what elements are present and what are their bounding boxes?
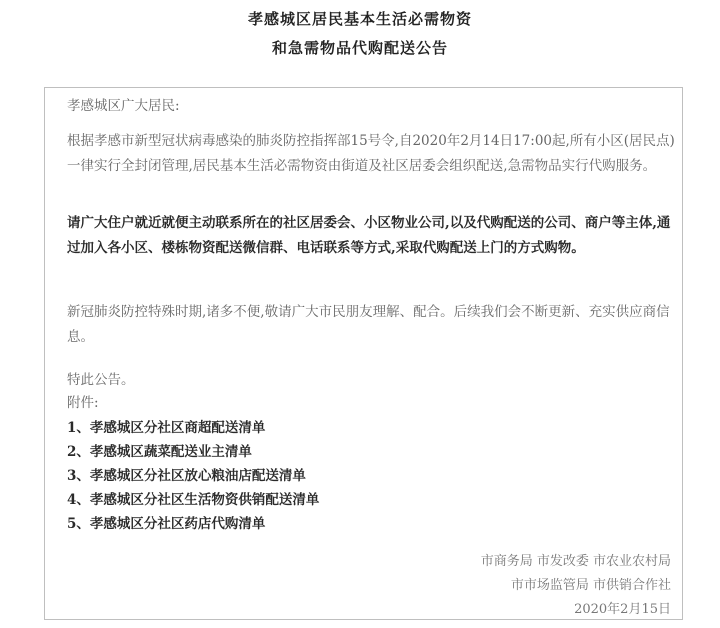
salutation: 孝感城区广大居民: <box>67 98 180 114</box>
attachment-item: 3、孝感城区分社区放心粮油店配送清单 <box>67 468 306 484</box>
title-line-2: 和急需物品代购配送公告 <box>271 39 448 57</box>
issue-date: 2020年2月15日 <box>574 602 671 617</box>
closing: 特此公告。 <box>67 372 135 388</box>
paragraph-3: 新冠肺炎防控特殊时期,诸多不便,敬请广大市民朋友理解、配合。后续我们会不断更新、充实供应商信息。 <box>67 304 670 345</box>
paragraph-2: 请广大住户就近就便主动联系所在的社区居委会、小区物业公司,以及代购配送的公司、商户等主体,通过加入各小区、楼栋物资配送微信群、电话联系等方式,采取代购配送上门的方式购物。 <box>67 215 671 256</box>
issuers-line-2: 市市场监管局 市供销合作社 <box>510 578 671 593</box>
attachments-label: 附件: <box>67 395 99 411</box>
attachment-item: 1、孝感城区分社区商超配送清单 <box>67 420 266 436</box>
attachment-item: 4、孝感城区分社区生活物资供销配送清单 <box>67 492 320 508</box>
title-line-1: 孝感城区居民基本生活必需物资 <box>247 10 472 28</box>
attachment-item: 2、孝感城区蔬菜配送业主清单 <box>67 444 252 460</box>
issuers-line-1: 市商务局 市发改委 市农业农村局 <box>480 554 671 569</box>
paragraph-1: 根据孝感市新型冠状病毒感染的肺炎防控指挥部15号令,自2020年2月14日17:00起,所有小区(居民点)一律实行全封闭管理,居民基本生活必需物资由街道及社区居委会组织配送,急需物品实行代购服务。 <box>67 133 675 174</box>
attachment-item: 5、孝感城区分社区药店代购清单 <box>67 516 266 532</box>
